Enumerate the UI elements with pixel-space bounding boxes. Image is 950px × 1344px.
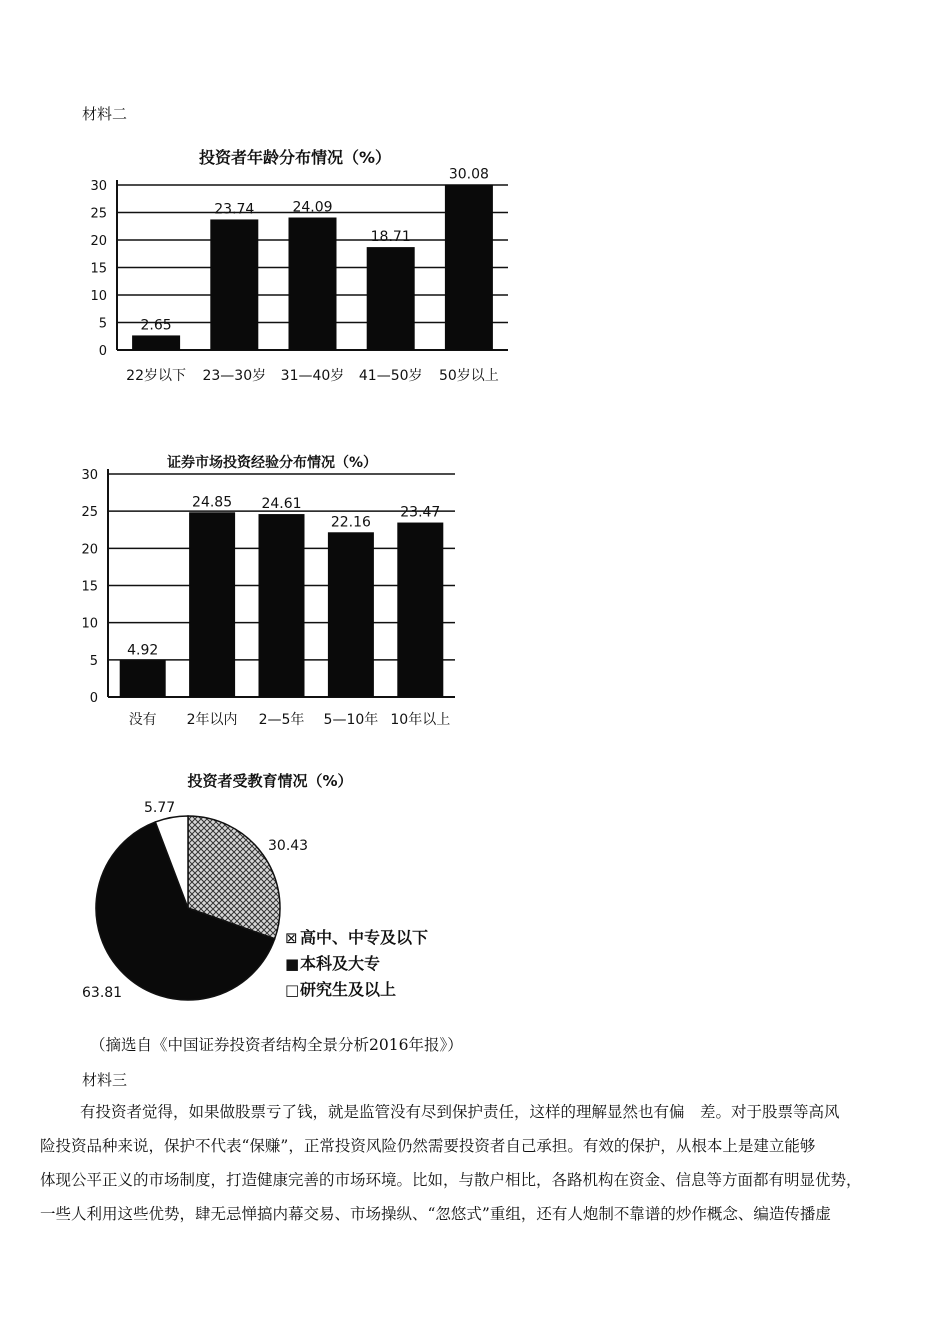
bar <box>397 523 443 697</box>
y-tick-label: 0 <box>98 344 107 359</box>
y-tick-label: 5 <box>89 653 98 669</box>
paragraph-line: 一些人利用这些优势，肆无忌惮搞内幕交易、市场操纵、“忽悠式”重组，还有人炮制不靠谱的炒作概念、编造传播虚 <box>40 1205 831 1223</box>
data-label: 23.47 <box>400 504 441 521</box>
bar <box>445 185 493 350</box>
data-label: 22.16 <box>330 514 371 531</box>
chart-title: 证券市场投资经验分布情况（%） <box>166 455 378 471</box>
legend-symbol: ⊠ <box>285 929 298 947</box>
data-label: 18.71 <box>370 229 411 246</box>
paragraph-line: 险投资品种来说，保护不代表“保赚”，正常投资风险仍然需要投资者自己承担。有效的保护，从根本上是建立能够 <box>40 1137 816 1155</box>
x-tick-label: 2—5年 <box>258 712 305 728</box>
data-label: 24.09 <box>292 199 333 216</box>
y-tick-label: 10 <box>90 289 107 304</box>
source-note: （摘选自《中国证券投资者结构全景分析2016年报》） <box>90 1036 463 1054</box>
material3-paragraph <box>40 1095 910 1231</box>
bar <box>367 247 415 350</box>
bar <box>189 512 235 697</box>
data-label: 30.08 <box>448 166 489 183</box>
bar <box>120 660 166 697</box>
data-label: 5.77 <box>144 800 176 816</box>
y-tick-label: 30 <box>81 468 98 483</box>
x-tick-label: 没有 <box>128 712 157 728</box>
x-tick-label: 5—10年 <box>323 712 379 728</box>
bar <box>328 532 374 697</box>
data-label: 24.61 <box>261 496 302 513</box>
y-tick-label: 20 <box>90 234 107 249</box>
experience-distribution-chart <box>81 454 455 728</box>
legend-label: 研究生及以上 <box>300 980 397 999</box>
y-tick-label: 25 <box>90 206 107 222</box>
data-label: 4.92 <box>127 642 159 659</box>
y-tick-label: 30 <box>90 179 107 194</box>
data-label: 24.85 <box>192 494 233 511</box>
data-label: 30.43 <box>268 838 309 854</box>
x-tick-label: 10年以上 <box>390 712 451 728</box>
y-tick-label: 15 <box>90 261 107 277</box>
legend-symbol: ■ <box>285 955 300 973</box>
data-label: 2.65 <box>140 317 172 334</box>
x-tick-label: 2年以内 <box>186 712 238 728</box>
data-label: 23.74 <box>214 201 255 218</box>
bar <box>210 219 258 350</box>
y-tick-label: 20 <box>81 542 98 558</box>
chart-title: 投资者受教育情况（%） <box>187 772 353 790</box>
x-tick-label: 41—50岁 <box>358 368 423 384</box>
chart-title: 投资者年龄分布情况（%） <box>198 148 392 167</box>
data-label: 63.81 <box>82 985 123 1001</box>
paragraph-line: 有投资者觉得，如果做股票亏了钱，就是监管没有尽到保护责任，这样的理解显然也有偏 差。对于股票等高风 <box>80 1103 840 1121</box>
legend-label: 本科及大专 <box>300 954 381 973</box>
y-tick-label: 10 <box>81 616 98 632</box>
bar <box>289 218 337 350</box>
x-tick-label: 31—40岁 <box>280 368 345 384</box>
bar <box>132 335 180 350</box>
legend-label: 高中、中专及以下 <box>300 928 429 947</box>
bar <box>259 514 305 697</box>
y-tick-label: 0 <box>89 691 98 706</box>
y-tick-label: 15 <box>81 579 98 595</box>
y-tick-label: 25 <box>81 505 98 521</box>
section3-label: 材料三 <box>82 1071 128 1089</box>
x-tick-label: 23—30岁 <box>202 368 267 384</box>
paragraph-line: 体现公平正义的市场制度，打造健康完善的市场环境。比如，与散户相比，各路机构在资金、信息等方面都有明显优势， <box>40 1171 862 1189</box>
section2-label: 材料二 <box>82 105 128 123</box>
y-tick-label: 5 <box>98 316 107 332</box>
education-pie-chart <box>82 772 428 1001</box>
legend-symbol: □ <box>285 981 300 999</box>
age-distribution-chart <box>90 148 508 384</box>
x-tick-label: 22岁以下 <box>126 368 187 384</box>
x-tick-label: 50岁以上 <box>438 368 499 384</box>
